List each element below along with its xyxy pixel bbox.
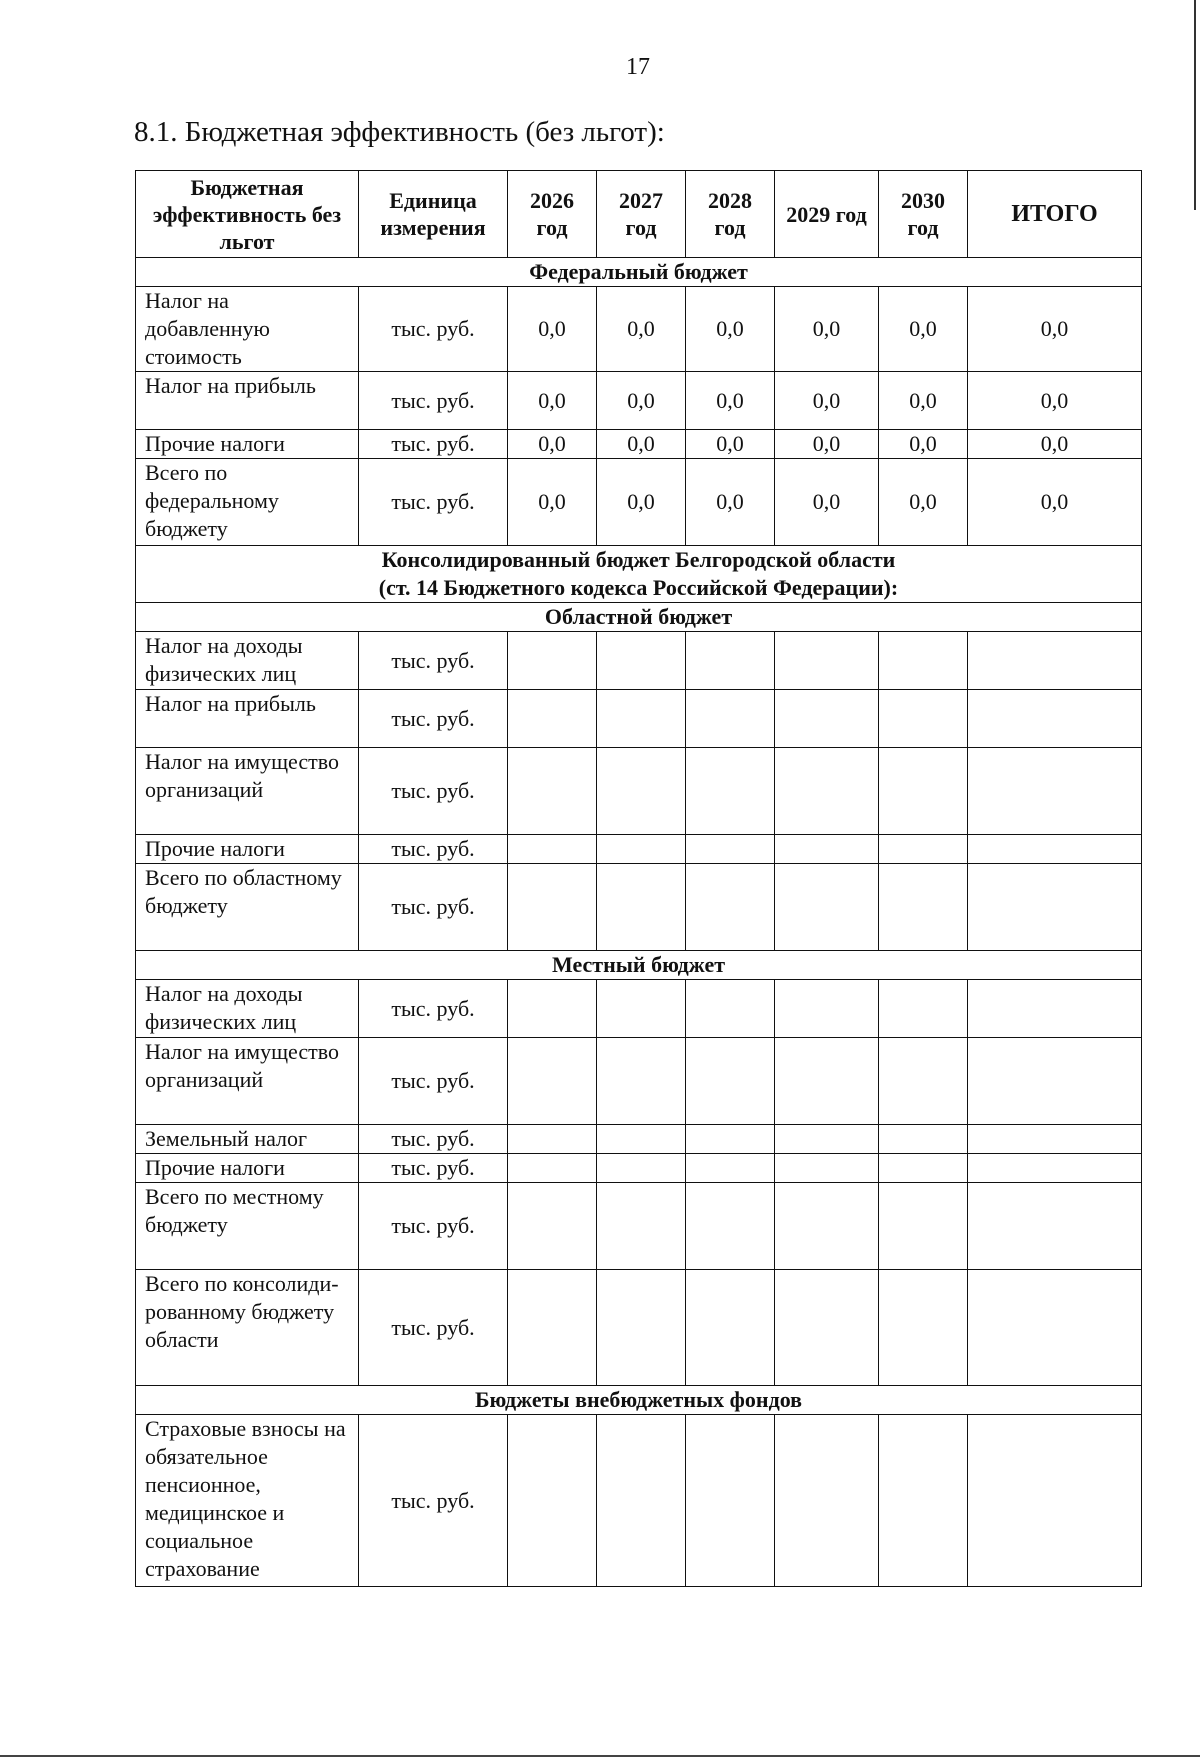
value-2026 xyxy=(508,1415,597,1587)
row-unit: тыс. руб. xyxy=(359,430,508,459)
row-label: Налог на имущество организаций xyxy=(136,748,359,835)
value-2030: 0,0 xyxy=(879,430,968,459)
value-2026: 0,0 xyxy=(508,372,597,430)
value-total: 0,0 xyxy=(968,430,1142,459)
value-2030: 0,0 xyxy=(879,287,968,372)
value-total xyxy=(968,1415,1142,1587)
section-title: 8.1. Бюджетная эффективность (без льгот): xyxy=(134,116,665,148)
value-total xyxy=(968,1270,1142,1386)
row-label: Налог на доходы физических лиц xyxy=(136,980,359,1038)
row-label: Всего по федеральному бюджету xyxy=(136,459,359,546)
table-row xyxy=(136,835,1142,864)
section-local xyxy=(136,951,1142,1386)
row-label: Налог на доходы физических лиц xyxy=(136,632,359,690)
row-unit: тыс. руб. xyxy=(359,690,508,748)
header-indicator: Бюджетная эффективность без льгот xyxy=(136,171,359,258)
row-label: Земельный налог xyxy=(136,1125,359,1154)
table-row xyxy=(136,632,1142,690)
value-2030 xyxy=(879,748,968,835)
row-unit: тыс. руб. xyxy=(359,748,508,835)
value-2029 xyxy=(775,980,879,1038)
value-2030 xyxy=(879,980,968,1038)
value-2028: 0,0 xyxy=(686,372,775,430)
section-title-consolidated xyxy=(136,546,1142,603)
value-2027 xyxy=(597,1038,686,1125)
section-extrabudgetary xyxy=(136,1386,1142,1587)
row-unit: тыс. руб. xyxy=(359,1415,508,1587)
row-label: Налог на прибыль xyxy=(136,372,359,430)
value-2028 xyxy=(686,632,775,690)
page-number: 17 xyxy=(626,54,650,80)
value-2029: 0,0 xyxy=(775,430,879,459)
value-total xyxy=(968,1125,1142,1154)
table-header-row xyxy=(136,171,1142,258)
value-total: 0,0 xyxy=(968,459,1142,546)
table-row xyxy=(136,1183,1142,1270)
header-total: ИТОГО xyxy=(968,171,1142,258)
row-label: Прочие налоги xyxy=(136,1154,359,1183)
value-2026: 0,0 xyxy=(508,430,597,459)
row-label: Всего по областному бюджету xyxy=(136,864,359,951)
value-2026 xyxy=(508,1270,597,1386)
value-2026: 0,0 xyxy=(508,287,597,372)
value-2026 xyxy=(508,632,597,690)
value-2026: 0,0 xyxy=(508,459,597,546)
value-2028 xyxy=(686,864,775,951)
row-unit: тыс. руб. xyxy=(359,287,508,372)
value-2026 xyxy=(508,748,597,835)
value-2030 xyxy=(879,1125,968,1154)
value-2027 xyxy=(597,632,686,690)
table-row xyxy=(136,1038,1142,1125)
value-total xyxy=(968,632,1142,690)
table-row xyxy=(136,864,1142,951)
page-bottom-line xyxy=(0,1755,1200,1757)
table-row xyxy=(136,1415,1142,1587)
value-2026 xyxy=(508,835,597,864)
row-label: Всего по местному бюджету xyxy=(136,1183,359,1270)
value-2029 xyxy=(775,1125,879,1154)
value-2028 xyxy=(686,1415,775,1587)
value-2028: 0,0 xyxy=(686,459,775,546)
value-2030 xyxy=(879,690,968,748)
value-2030 xyxy=(879,864,968,951)
value-2030 xyxy=(879,1183,968,1270)
section-consolidated xyxy=(136,546,1142,603)
value-2030 xyxy=(879,1270,968,1386)
value-2028 xyxy=(686,980,775,1038)
value-2027 xyxy=(597,1415,686,1587)
section-federal xyxy=(136,258,1142,546)
value-2029 xyxy=(775,1038,879,1125)
value-2028 xyxy=(686,1038,775,1125)
row-label: Прочие налоги xyxy=(136,835,359,864)
row-unit: тыс. руб. xyxy=(359,1038,508,1125)
value-2028 xyxy=(686,1183,775,1270)
value-2026 xyxy=(508,1154,597,1183)
row-unit: тыс. руб. xyxy=(359,459,508,546)
row-label: Прочие налоги xyxy=(136,430,359,459)
value-2027: 0,0 xyxy=(597,459,686,546)
header-2029: 2029 год xyxy=(775,171,879,258)
table-row xyxy=(136,690,1142,748)
value-2026 xyxy=(508,1125,597,1154)
row-label: Налог на прибыль xyxy=(136,690,359,748)
value-2029 xyxy=(775,1154,879,1183)
table-row xyxy=(136,430,1142,459)
value-2029: 0,0 xyxy=(775,372,879,430)
value-2027 xyxy=(597,980,686,1038)
section-title-extrabudgetary: Бюджеты внебюджетных фондов xyxy=(136,1386,1142,1415)
value-total xyxy=(968,1183,1142,1270)
value-2029 xyxy=(775,690,879,748)
value-2029 xyxy=(775,864,879,951)
value-2029 xyxy=(775,632,879,690)
row-label: Налог на добавленную стоимость xyxy=(136,287,359,372)
value-2027 xyxy=(597,1270,686,1386)
value-2027 xyxy=(597,864,686,951)
table-row xyxy=(136,1270,1142,1386)
value-2027 xyxy=(597,1183,686,1270)
table-row xyxy=(136,1154,1142,1183)
value-2030 xyxy=(879,1415,968,1587)
table-row xyxy=(136,980,1142,1038)
value-2029 xyxy=(775,1415,879,1587)
value-2028 xyxy=(686,835,775,864)
value-2028 xyxy=(686,748,775,835)
value-2029: 0,0 xyxy=(775,459,879,546)
value-2028 xyxy=(686,1154,775,1183)
value-2030 xyxy=(879,632,968,690)
value-2026 xyxy=(508,1183,597,1270)
table-row xyxy=(136,748,1142,835)
value-2028 xyxy=(686,1125,775,1154)
value-total xyxy=(968,1038,1142,1125)
row-unit: тыс. руб. xyxy=(359,1270,508,1386)
value-total xyxy=(968,980,1142,1038)
section-title-line: Консолидированный бюджет Белгородской области xyxy=(381,547,896,572)
row-label: Страховые взносы на обязательное пенсионное, медицинское и социальное страхование xyxy=(136,1415,359,1587)
value-total: 0,0 xyxy=(968,287,1142,372)
value-total xyxy=(968,1154,1142,1183)
value-2030 xyxy=(879,835,968,864)
value-total xyxy=(968,690,1142,748)
value-2030: 0,0 xyxy=(879,372,968,430)
value-2028 xyxy=(686,1270,775,1386)
value-2027 xyxy=(597,1125,686,1154)
section-title-regional: Областной бюджет xyxy=(136,603,1142,632)
value-2026 xyxy=(508,690,597,748)
value-2027: 0,0 xyxy=(597,372,686,430)
header-2026: 2026 год xyxy=(508,171,597,258)
row-label: Всего по консолиди-рованному бюджету области xyxy=(136,1270,359,1386)
value-2026 xyxy=(508,980,597,1038)
row-label: Налог на имущество организаций xyxy=(136,1038,359,1125)
header-unit: Единица измерения xyxy=(359,171,508,258)
section-title-local: Местный бюджет xyxy=(136,951,1142,980)
value-2026 xyxy=(508,864,597,951)
value-2029 xyxy=(775,748,879,835)
value-2028: 0,0 xyxy=(686,287,775,372)
section-title-line: (ст. 14 Бюджетного кодекса Российской Федерации): xyxy=(378,575,899,600)
row-unit: тыс. руб. xyxy=(359,835,508,864)
section-title-federal: Федеральный бюджет xyxy=(136,258,1142,287)
value-2028: 0,0 xyxy=(686,430,775,459)
value-2027: 0,0 xyxy=(597,287,686,372)
value-2029 xyxy=(775,1270,879,1386)
budget-efficiency-table xyxy=(135,170,1142,1587)
header-2030: 2030 год xyxy=(879,171,968,258)
value-2026 xyxy=(508,1038,597,1125)
value-2029: 0,0 xyxy=(775,287,879,372)
budget-efficiency-table-wrap xyxy=(135,170,1142,1587)
header-2027: 2027 год xyxy=(597,171,686,258)
row-unit: тыс. руб. xyxy=(359,980,508,1038)
row-unit: тыс. руб. xyxy=(359,632,508,690)
table-row xyxy=(136,459,1142,546)
value-2028 xyxy=(686,690,775,748)
value-2027 xyxy=(597,835,686,864)
section-regional xyxy=(136,603,1142,951)
value-total xyxy=(968,748,1142,835)
table-row xyxy=(136,1125,1142,1154)
header-2028: 2028 год xyxy=(686,171,775,258)
value-2029 xyxy=(775,835,879,864)
page-edge-line xyxy=(1194,0,1196,210)
value-2029 xyxy=(775,1183,879,1270)
value-total xyxy=(968,835,1142,864)
row-unit: тыс. руб. xyxy=(359,1183,508,1270)
value-2030 xyxy=(879,1038,968,1125)
value-2027 xyxy=(597,748,686,835)
row-unit: тыс. руб. xyxy=(359,372,508,430)
value-total: 0,0 xyxy=(968,372,1142,430)
value-2030: 0,0 xyxy=(879,459,968,546)
table-row xyxy=(136,287,1142,372)
value-2030 xyxy=(879,1154,968,1183)
value-2027: 0,0 xyxy=(597,430,686,459)
value-2027 xyxy=(597,1154,686,1183)
row-unit: тыс. руб. xyxy=(359,1154,508,1183)
row-unit: тыс. руб. xyxy=(359,864,508,951)
table-row xyxy=(136,372,1142,430)
value-2027 xyxy=(597,690,686,748)
value-total xyxy=(968,864,1142,951)
row-unit: тыс. руб. xyxy=(359,1125,508,1154)
